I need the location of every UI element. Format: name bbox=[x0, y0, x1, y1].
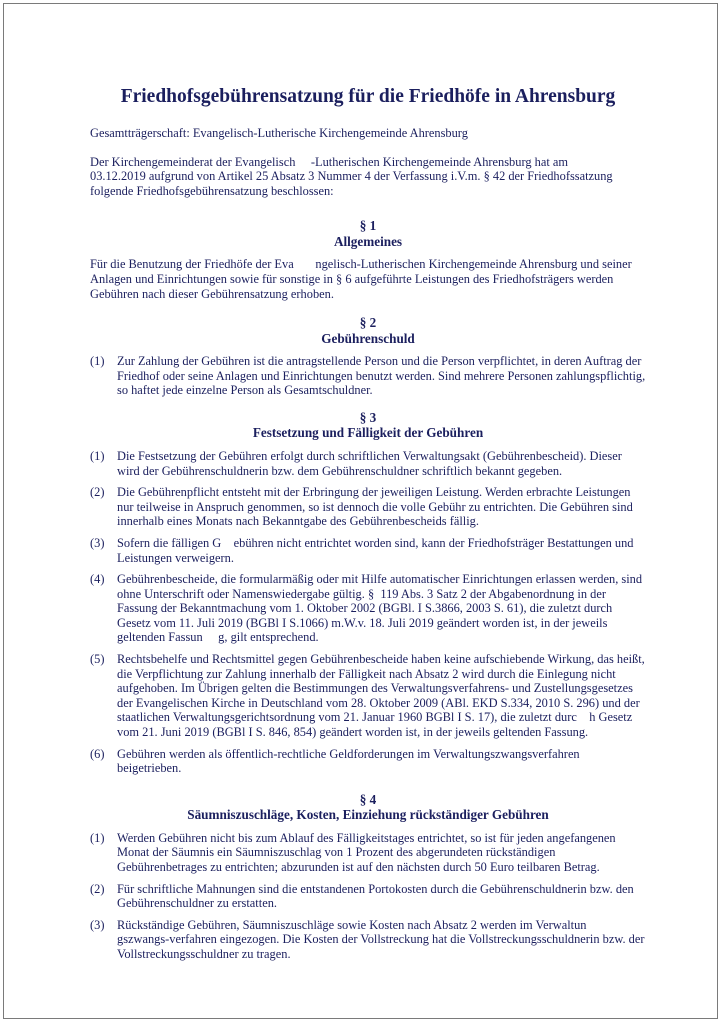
item-number: (2) bbox=[90, 881, 105, 896]
section-2-number: § 2 bbox=[359, 315, 377, 331]
section-1-heading bbox=[90, 218, 646, 249]
item-text: Die Festsetzung der Gebühren erfolgt durch schriftlichen Verwaltungsakt (Gebührenbescheid). Dieser wird der Gebührenschuldnerin bzw. dem Gebührenschuldner schriftlich bekannt gegeben. bbox=[117, 448, 622, 478]
item-text: Die Gebührenpflicht entsteht mit der Erbringung der jeweiligen Leistung. Werden erbrachte Leistungen nur teilweise in Anspruch genommen, so ist dennoch die volle Gebühr zu entrichten. Die Gebühren sind innerhalb eines Monats nach Bekanntgabe des Gebührenbescheids fällig. bbox=[117, 485, 633, 529]
section-4-title: Säumniszuschläge, Kosten, Einziehung rückständiger Gebühren bbox=[187, 807, 549, 823]
section-1-number: § 1 bbox=[359, 218, 377, 234]
section-3-heading bbox=[90, 410, 646, 441]
document-content bbox=[90, 86, 646, 974]
item-number: (6) bbox=[90, 746, 105, 761]
item-text: Werden Gebühren nicht bis zum Ablauf des Fälligkeitstages entrichtet, so ist für jeden angefangenen Monat der Säumnis ein Säumniszuschlag von 1 Prozent des abgerundeten rückständigen Gebührenbetrages zu entrichten; abzurunden ist auf den nächsten durch 50 Euro teilbaren Betrag. bbox=[117, 830, 616, 874]
section-2-list bbox=[90, 354, 646, 398]
section-1-text: Für die Benutzung der Friedhöfe der Eva ngelisch-Lutherischen Kirchengemeinde Ahrensburg und seiner Anlagen und Einrichtungen sowie für sonstige in § 6 aufgeführte Leistungen des Friedhofsträgers werden Gebühren nach dieser Gebührensatzung erhoben. bbox=[90, 257, 635, 301]
list-item bbox=[90, 831, 646, 875]
item-number: (1) bbox=[90, 830, 105, 845]
section-1-title: Allgemeines bbox=[333, 233, 403, 249]
section-3-number: § 3 bbox=[359, 409, 377, 425]
item-text: Rückständige Gebühren, Säumniszuschläge sowie Kosten nach Absatz 2 werden im Verwaltun gszwangs-verfahren eingezogen. Die Kosten der Vollstreckung hat die Vollstreckungsschuldnerin bzw. der Vollstreckungsschuldner zu tragen. bbox=[117, 917, 648, 961]
list-item bbox=[90, 449, 646, 478]
item-number: (3) bbox=[90, 535, 105, 550]
traeger-line: Gesamtträgerschaft: Evangelisch-Lutherische Kirchengemeinde Ahrensburg bbox=[90, 126, 468, 140]
item-number: (5) bbox=[90, 652, 105, 667]
section-2-title: Gebührenschuld bbox=[321, 330, 415, 346]
item-text: Gebührenbescheide, die formularmäßig oder mit Hilfe automatischer Einrichtungen erlassen werden, sind ohne Unterschrift oder Namenswiedergabe gültig. § 119 Abs. 3 Satz 2 der Abgabenordnung in der Fassung der Bekanntmachung vom 1. Oktober 2002 (BGBl. I S.3866, 2003 S. 61), die zuletzt durch Gesetz vom 11. Juli 2019 (BGBl I S.1066) m.W.v. 18. Juli 2019 geändert worden ist, in der jeweils geltenden Fassun g, gilt entsprechend. bbox=[117, 572, 646, 645]
list-item bbox=[90, 882, 646, 911]
item-text: Zur Zahlung der Gebühren ist die antragstellende Person und die Person verpflichtet, in deren Auftrag der Friedhof oder seine Anlagen und Einrichtungen benutzt werden. Sind mehrere Personen zahlungspflichtig, so haftet jede einzelne Person als Gesamtschuldner. bbox=[117, 354, 646, 398]
section-3-list bbox=[90, 449, 646, 776]
section-4-list bbox=[90, 831, 646, 962]
item-text: Gebühren werden als öffentlich-rechtliche Geldforderungen im Verwaltungszwangsverfahren beigetrieben. bbox=[117, 746, 580, 776]
item-number: (1) bbox=[90, 354, 105, 369]
document-page bbox=[3, 3, 718, 1019]
section-4-heading bbox=[90, 792, 646, 823]
item-number: (4) bbox=[90, 572, 105, 587]
list-item bbox=[90, 918, 646, 962]
list-item bbox=[90, 536, 646, 565]
item-text: Rechtsbehelfe und Rechtsmittel gegen Gebührenbescheide haben keine aufschiebende Wirkung, das heißt, die Verpflichtung zur Zahlung innerhalb der Fälligkeit nach Absatz 2 wird durch die Einlegung nicht aufgehoben. Im Übrigen gelten die Bestimmungen des Verwaltungsverfahrens- und Zustellungsgesetzes der Evangelischen Kirche in Deutschland vom 28. Oktober 2009 (ABl. EKD S.334, 2010 S. 296) und der staatlichen Verwaltungsgerichtsordnung vom 21. Januar 1960 BGBl I S. 17), die zuletzt durc h Gesetz vom 21. Juni 2019 (BGBl I S. 846, 854) geändert worden ist, in der jeweils geltenden Fassung. bbox=[117, 652, 648, 740]
section-2-heading bbox=[90, 315, 646, 346]
section-4-number: § 4 bbox=[359, 791, 377, 807]
list-item bbox=[90, 652, 646, 740]
list-item bbox=[90, 572, 646, 645]
item-text: Für schriftliche Mahnungen sind die entstandenen Portokosten durch die Gebührenschuldnerin bzw. den Gebührenschuldner zu erstatten. bbox=[117, 881, 634, 911]
item-number: (2) bbox=[90, 485, 105, 500]
list-item bbox=[90, 354, 646, 398]
item-number: (3) bbox=[90, 917, 105, 932]
section-3-title: Festsetzung und Fälligkeit der Gebühren bbox=[252, 425, 484, 441]
item-text: Sofern die fälligen G ebühren nicht entrichtet worden sind, kann der Friedhofsträger Bestattungen und Leistungen verweigern. bbox=[117, 535, 637, 565]
document-title: Friedhofsgebührensatzung für die Friedhöfe in Ahrensburg bbox=[120, 86, 616, 107]
item-number: (1) bbox=[90, 448, 105, 463]
list-item bbox=[90, 747, 646, 776]
list-item bbox=[90, 485, 646, 529]
intro-paragraph: Der Kirchengemeinderat der Evangelisch -Lutherischen Kirchengemeinde Ahrensburg hat am 03.12.2019 aufgrund von Artikel 25 Absatz 3 Nummer 4 der Verfassung i.V.m. § 42 der Friedhofssatzung folgende Friedhofsgebührensatzung beschlossen: bbox=[90, 154, 616, 198]
